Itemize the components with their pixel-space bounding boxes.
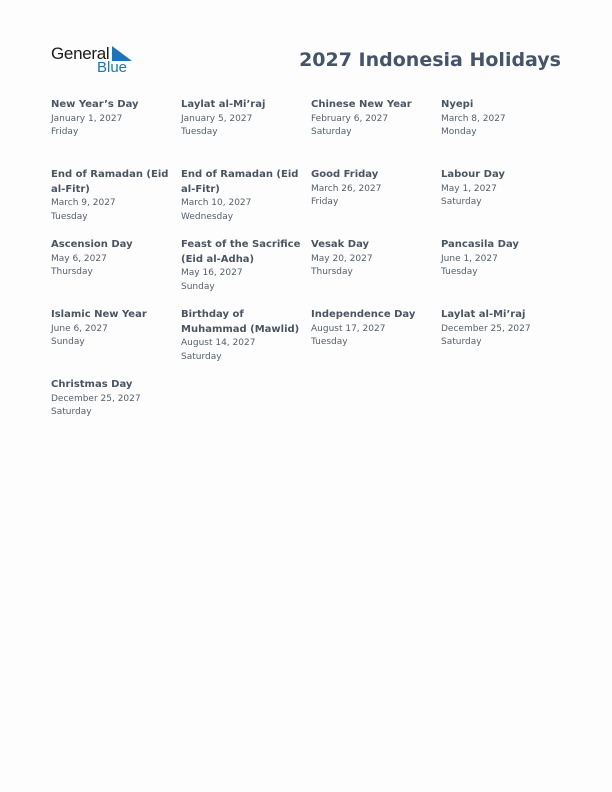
holiday-item	[441, 98, 563, 168]
page-title: 2027 Indonesia Holidays	[299, 49, 561, 71]
holiday-weekday: Wednesday	[181, 211, 234, 222]
holiday-weekday: Tuesday	[441, 267, 478, 277]
holiday-name: End of Ramadan (Eid al-Fitr)	[51, 169, 169, 195]
holiday-name: Islamic New Year	[51, 309, 147, 320]
holiday-date: May 16, 2027	[181, 268, 243, 278]
holiday-name: Pancasila Day	[441, 239, 519, 250]
holiday-item	[311, 98, 433, 168]
holiday-weekday: Saturday	[441, 197, 482, 207]
holiday-name: Chinese New Year	[311, 99, 412, 110]
holiday-date: June 6, 2027	[51, 323, 108, 334]
holiday-date: August 17, 2027	[311, 323, 386, 334]
holiday-date: June 1, 2027	[441, 253, 498, 264]
holiday-item	[181, 98, 303, 168]
holiday-name: Labour Day	[441, 169, 505, 180]
holiday-weekday: Saturday	[51, 407, 92, 417]
holiday-weekday: Tuesday	[181, 127, 218, 137]
holiday-grid	[51, 98, 571, 448]
holiday-name: Laylat al-Mi’raj	[181, 99, 266, 110]
holiday-item	[51, 98, 173, 168]
holiday-date: May 20, 2027	[311, 253, 373, 264]
holiday-name: Birthday of Muhammad (Mawlid)	[181, 309, 300, 335]
logo-general-text: General	[51, 44, 110, 63]
generalblue-logo	[51, 44, 141, 80]
holiday-weekday: Tuesday	[51, 211, 88, 222]
holiday-name: Ascension Day	[51, 239, 133, 250]
holiday-weekday: Friday	[51, 127, 79, 137]
holiday-weekday: Thursday	[311, 267, 353, 277]
holiday-name: Good Friday	[311, 169, 379, 180]
holiday-date: December 25, 2027	[51, 393, 141, 404]
holiday-item	[51, 308, 173, 378]
holiday-date: February 6, 2027	[311, 113, 389, 124]
holiday-name: Feast of the Sacrifice (Eid al-Adha)	[181, 239, 301, 265]
holiday-weekday: Sunday	[51, 337, 85, 347]
holiday-item	[51, 378, 173, 448]
holiday-date: March 8, 2027	[441, 113, 506, 124]
holiday-item	[181, 168, 303, 238]
holiday-name: End of Ramadan (Eid al-Fitr)	[181, 169, 299, 195]
holiday-item	[311, 308, 433, 378]
holiday-date: August 14, 2027	[181, 338, 256, 348]
holiday-weekday: Tuesday	[311, 337, 348, 347]
holiday-item	[51, 238, 173, 308]
holiday-weekday: Saturday	[311, 127, 352, 137]
holiday-item	[441, 168, 563, 238]
holiday-date: March 26, 2027	[311, 183, 382, 194]
holiday-weekday: Friday	[311, 197, 339, 207]
holiday-date: December 25, 2027	[441, 323, 531, 334]
holiday-item	[181, 238, 303, 308]
holiday-date: May 6, 2027	[51, 253, 107, 264]
holiday-name: Nyepi	[441, 99, 474, 110]
holiday-item	[311, 238, 433, 308]
holiday-item	[441, 238, 563, 308]
holiday-weekday: Sunday	[181, 281, 215, 292]
logo-blue-text: Blue	[97, 59, 128, 76]
holiday-name: Independence Day	[311, 309, 416, 320]
holiday-date: March 9, 2027	[51, 198, 116, 208]
holiday-date: January 1, 2027	[51, 113, 123, 124]
holiday-weekday: Monday	[441, 127, 477, 137]
holiday-date: January 5, 2027	[181, 113, 253, 124]
holiday-item	[441, 308, 563, 378]
holiday-item	[51, 168, 173, 238]
holiday-weekday: Saturday	[181, 351, 222, 362]
holiday-item	[181, 308, 303, 378]
holiday-name: Christmas Day	[51, 379, 133, 390]
holiday-name: Laylat al-Mi’raj	[441, 309, 526, 320]
holiday-weekday: Saturday	[441, 337, 482, 347]
holiday-date: March 10, 2027	[181, 198, 252, 208]
holiday-name: Vesak Day	[311, 239, 370, 250]
holiday-weekday: Thursday	[51, 267, 93, 277]
holiday-name: New Year’s Day	[51, 99, 139, 110]
holiday-item	[311, 168, 433, 238]
holiday-date: May 1, 2027	[441, 183, 497, 194]
